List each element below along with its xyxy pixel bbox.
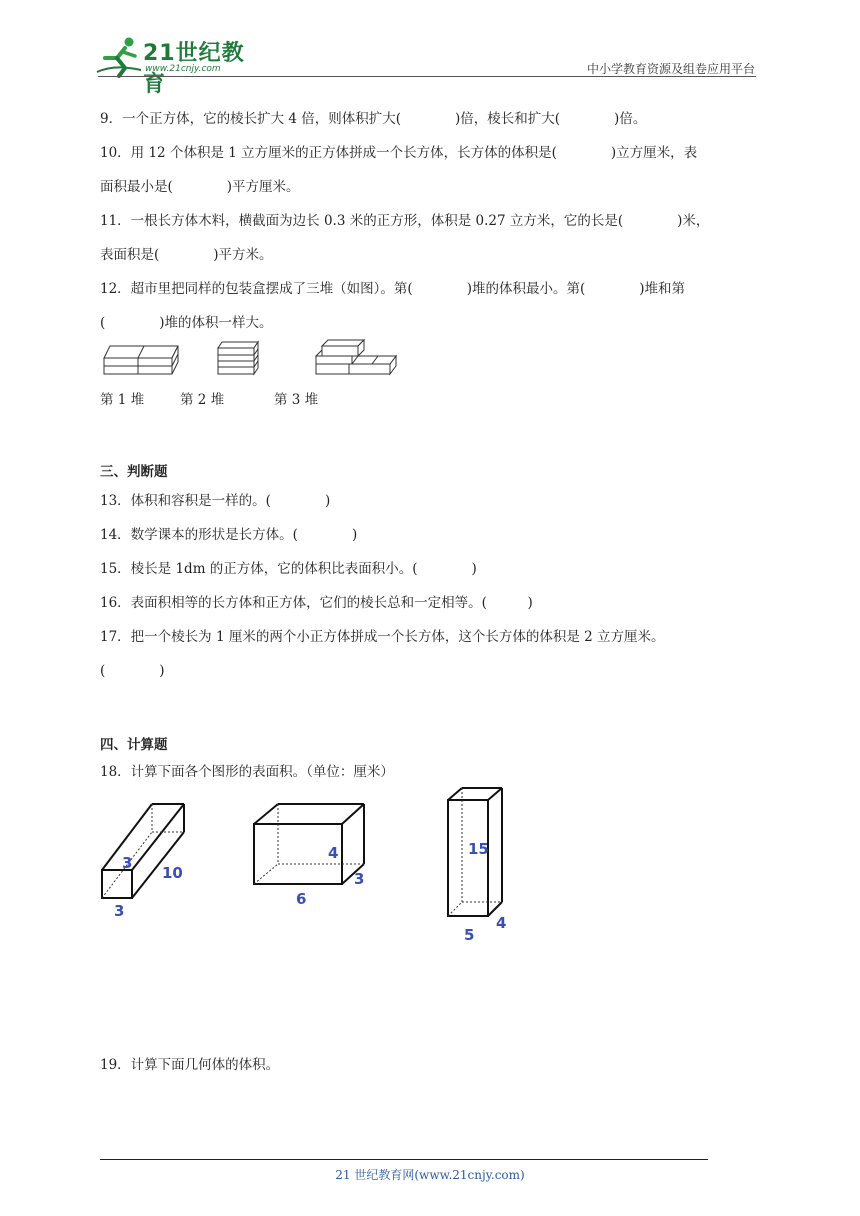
question-9: 9．一个正方体，它的棱长扩大 4 倍，则体积扩大( )倍，棱长和扩大( )倍。	[100, 111, 647, 127]
fig1-label-a: 3	[122, 854, 133, 872]
question-15: 15．棱长是 1dm 的正方体，它的体积比表面积小。( )	[100, 561, 477, 577]
platform-title: 中小学教育资源及组卷应用平台	[586, 62, 755, 76]
piles-figure	[100, 338, 400, 380]
section-3-heading: 三、判断题	[100, 464, 168, 480]
cuboid-figure-2	[248, 798, 378, 910]
pile-1-caption: 第 1 堆	[100, 392, 145, 408]
question-12-line2: ( )堆的体积一样大。	[100, 315, 273, 331]
fig3-label-b: 5	[464, 926, 475, 944]
logo-text: 21世纪教育	[143, 41, 245, 97]
fig2-label-c: 3	[354, 870, 365, 888]
section-4-heading: 四、计算题	[100, 737, 168, 753]
question-11-line1: 11．一根长方体木料，横截面为边长 0.3 米的正方形，体积是 0.27 立方米，它的长是( )米，	[100, 213, 710, 229]
question-12-line1: 12．超市里把同样的包装盒摆成了三堆（如图）。第( )堆的体积最小。第( )堆和第	[100, 281, 685, 297]
fig3-label-c: 4	[496, 914, 507, 932]
header-divider	[98, 76, 756, 77]
question-17-line1: 17．把一个棱长为 1 厘米的两个小正方体拼成一个长方体，这个长方体的体积是 2 立方厘米。	[100, 629, 665, 645]
question-19: 19．计算下面几何体的体积。	[100, 1057, 280, 1073]
footer-divider	[100, 1159, 708, 1160]
pile-1-figure	[104, 346, 178, 374]
fig2-label-b: 6	[296, 890, 307, 908]
pile-3-figure	[316, 340, 396, 374]
runner-logo-icon	[95, 34, 145, 78]
question-18: 18．计算下面各个图形的表面积。（单位：厘米）	[100, 764, 394, 780]
cuboid-figure-3	[442, 784, 522, 944]
question-16: 16．表面积相等的长方体和正方体，它们的棱长总和一定相等。( )	[100, 595, 533, 611]
fig1-label-b: 10	[162, 864, 183, 882]
pile-3-caption: 第 3 堆	[274, 392, 319, 408]
question-14: 14．数学课本的形状是长方体。( )	[100, 527, 358, 543]
site-logo[interactable]	[95, 34, 265, 97]
fig2-label-a: 4	[328, 844, 339, 862]
fig1-label-c: 3	[114, 902, 125, 920]
question-17-line2: ( )	[100, 663, 165, 679]
question-10-line1: 10．用 12 个体积是 1 立方厘米的正方体拼成一个长方体，长方体的体积是( )立方厘米，表	[100, 145, 698, 161]
cuboid-figure-1	[96, 796, 196, 924]
pile-2-figure	[218, 342, 258, 374]
question-11-line2: 表面积是( )平方米。	[100, 247, 273, 263]
footer-link[interactable]: 21 世纪教育网(www.21cnjy.com)	[335, 1168, 525, 1182]
fig3-label-a: 15	[468, 840, 489, 858]
pile-2-caption: 第 2 堆	[180, 392, 225, 408]
logo-url: www.21cnjy.com	[145, 64, 221, 74]
question-13: 13．体积和容积是一样的。( )	[100, 493, 331, 509]
question-10-line2: 面积最小是( )平方厘米。	[100, 179, 300, 195]
